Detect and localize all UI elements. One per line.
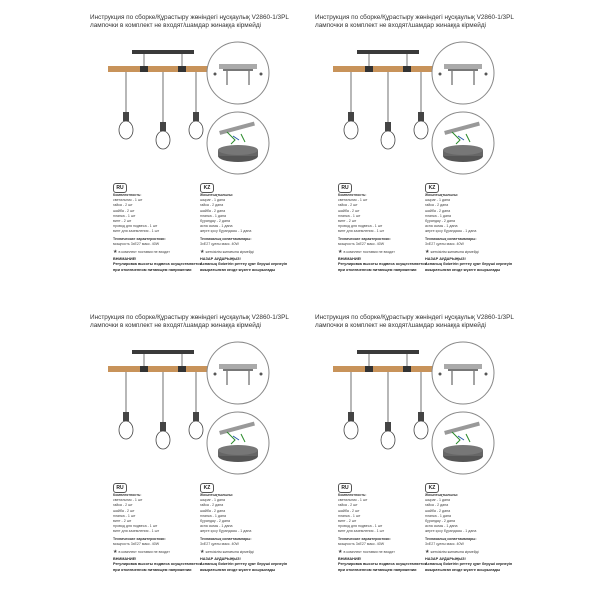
ru-kit-heading: Комплектность: [113, 493, 142, 497]
kz-note: жеткізілім жинағына кірмейді [430, 250, 479, 255]
kz-kit-item: бұрандау - 2 дана [425, 219, 455, 224]
kz-warning-line: ажыратылған кезде жүзеге асырылады [200, 267, 276, 272]
kz-kit-item: гайка - 2 дана [200, 203, 224, 208]
kz-note: жеткізілім жинағына кірмейді [430, 550, 479, 555]
lamp-right [189, 112, 203, 139]
beam-clamp [403, 66, 411, 72]
wooden-beam [333, 66, 445, 72]
ru-kit-item: провод для подвеса - 1 шт [338, 524, 383, 529]
detail-wiring-canopy [430, 110, 496, 176]
star-icon: ★ [200, 249, 205, 256]
kz-kit-heading: Жиынтықтылығы: [425, 493, 459, 497]
kz-warning-line: Аспаның биіктігін реттеу қуат берушi кернеуiн [425, 262, 513, 267]
ru-kit-item: винт - 2 шт [113, 519, 132, 524]
ru-kit-item: гайка - 2 шт [338, 203, 358, 208]
ru-attention: ВНИМАНИЕ! [113, 257, 137, 262]
ru-kit-item: шайба - 2 шт [113, 508, 135, 513]
kz-kit-item: жерге қосу бұрандасы - 1 дана [425, 529, 477, 534]
star-icon: ★ [113, 249, 118, 256]
lang-badge-ru: RU [338, 183, 352, 193]
ru-kit-item: планка - 1 шт [113, 513, 136, 518]
lang-badge-kz: KZ [200, 483, 214, 493]
ru-specs-heading: Технические характеристики: [113, 236, 166, 241]
kz-kit-item: шайба - 2 дана [425, 508, 451, 513]
lamp-left [344, 112, 358, 139]
ceiling-bar [357, 50, 419, 54]
kz-specs-value: 3xE27 қуаты макс. 40W [200, 541, 239, 546]
ru-specs-value: мощность 3xE27 макс. 40W [338, 541, 385, 546]
lamp-right [414, 412, 428, 439]
ru-attention: ВНИМАНИЕ! [113, 557, 137, 562]
beam-clamp [365, 366, 373, 372]
kz-warning-line: Аспаның биіктігін реттеу қуат берушi кернеуiн [200, 262, 288, 267]
ru-note: в комплект поставки не входит [118, 250, 170, 255]
kz-attention: НАЗАР АУДАРЫҢЫЗ! [200, 557, 241, 562]
detail-wiring-canopy [430, 410, 496, 476]
kz-kit-item: бұрандау - 2 дана [200, 519, 230, 524]
kz-kit-item: аспа сымы - 1 дана [200, 524, 233, 529]
kz-kit-item: жерге қосу бұрандасы - 1 дана [200, 229, 252, 234]
ru-warning-line: при отключенном питающем напряжении [338, 267, 417, 272]
ceiling-bar [132, 350, 194, 354]
ru-kit-item: шайба - 2 шт [338, 208, 360, 213]
sheet-title [315, 14, 520, 30]
lamp-middle [156, 122, 170, 149]
lamp-middle [381, 122, 395, 149]
kz-kit-item: шырағ - 1 дана [425, 198, 451, 203]
ru-kit-item: шайба - 2 шт [113, 208, 135, 213]
ru-kit-item: светильник - 1 шт [113, 198, 143, 203]
ru-warning-line: при отключенном питающем напряжении [113, 267, 192, 272]
ceiling-bar [132, 50, 194, 54]
kz-warning-line: Аспаның биіктігін реттеу қуат берушi кернеуiн [200, 562, 288, 567]
lamp-left [119, 412, 133, 439]
kz-kit-item: аспа сымы - 1 дана [200, 224, 233, 229]
beam-clamp [403, 366, 411, 372]
ru-kit-item: шайба - 2 шт [338, 508, 360, 513]
kz-column [425, 493, 515, 573]
ru-specs-heading: Технические характеристики: [338, 236, 391, 241]
beam-clamp [365, 66, 373, 72]
ru-kit-item: провод для подвеса - 1 шт [338, 224, 383, 229]
ru-kit-item: винт - 2 шт [113, 219, 132, 224]
beam-clamp [140, 366, 148, 372]
kz-kit-heading: Жиынтықтылығы: [200, 193, 234, 197]
kz-specs-heading: Техникалық сипаттамалары: [425, 236, 477, 241]
kz-specs-heading: Техникалық сипаттамалары: [200, 236, 252, 241]
ru-specs-heading: Технические характеристики: [338, 536, 391, 541]
star-icon: ★ [200, 549, 205, 556]
ru-kit-item: винт для заземления - 1 шт [338, 529, 385, 534]
ru-kit-item: светильник - 1 шт [113, 498, 143, 503]
star-icon: ★ [425, 249, 430, 256]
kz-specs-heading: Техникалық сипаттамалары: [425, 536, 477, 541]
wooden-beam [108, 366, 220, 372]
lamp-right [414, 112, 428, 139]
ru-warning-line: Регулировка высоты подвеса осуществляется [338, 262, 427, 267]
kz-attention: НАЗАР АУДАРЫҢЫЗ! [425, 257, 466, 262]
ru-note: в комплект поставки не входит [343, 550, 395, 555]
ru-kit-item: гайка - 2 шт [338, 503, 358, 508]
title-line-2: лампочки в комплект не входят/шамдар жинаққа кірмейді [90, 22, 261, 30]
ru-note: в комплект поставки не входит [118, 550, 170, 555]
lang-badge-ru: RU [338, 483, 352, 493]
title-line-2: лампочки в комплект не входят/шамдар жинаққа кірмейді [315, 22, 486, 30]
kz-kit-item: бұрандау - 2 дана [200, 219, 230, 224]
ru-kit-item: провод для подвеса - 1 шт [113, 524, 158, 529]
beam-clamp [178, 366, 186, 372]
detail-mounting-plate [430, 340, 496, 406]
lamp-middle [156, 422, 170, 449]
lamp-middle [381, 422, 395, 449]
lang-badge-ru: RU [113, 183, 127, 193]
kz-kit-item: аспа сымы - 1 дана [425, 524, 458, 529]
ru-kit-item: винт для заземления - 1 шт [338, 229, 385, 234]
ru-kit-item: винт - 2 шт [338, 519, 357, 524]
beam-clamp [140, 66, 148, 72]
instruction-sheet [225, 300, 525, 600]
ru-column [338, 493, 428, 573]
kz-kit-item: бұрандау - 2 дана [425, 519, 455, 524]
ru-column [338, 193, 428, 273]
kz-kit-item: аспа сымы - 1 дана [425, 224, 458, 229]
ceiling-bar [357, 350, 419, 354]
kz-kit-item: планка - 1 дана [200, 213, 226, 218]
kz-kit-item: планка - 1 дана [200, 513, 226, 518]
ru-kit-item: провод для подвеса - 1 шт [113, 224, 158, 229]
kz-kit-item: гайка - 2 дана [200, 503, 224, 508]
kz-attention: НАЗАР АУДАРЫҢЫЗ! [425, 557, 466, 562]
ru-kit-heading: Комплектность: [113, 193, 142, 197]
kz-kit-item: планка - 1 дана [425, 213, 451, 218]
ru-kit-item: светильник - 1 шт [338, 198, 368, 203]
ru-specs-value: мощность 3xE27 макс. 40W [113, 541, 160, 546]
ru-note: в комплект поставки не входит [343, 250, 395, 255]
title-line-2: лампочки в комплект не входят/шамдар жинаққа кірмейді [90, 322, 261, 330]
kz-attention: НАЗАР АУДАРЫҢЫЗ! [200, 257, 241, 262]
star-icon: ★ [113, 549, 118, 556]
kz-kit-item: шайба - 2 дана [200, 508, 226, 513]
ru-attention: ВНИМАНИЕ! [338, 257, 362, 262]
ru-column [113, 193, 203, 273]
sheet-title [315, 314, 520, 330]
title-line-2: лампочки в комплект не входят/шамдар жинаққа кірмейді [315, 322, 486, 330]
ru-warning-line: Регулировка высоты подвеса осуществляется [113, 562, 202, 567]
kz-kit-item: шайба - 2 дана [200, 208, 226, 213]
kz-kit-item: шырағ - 1 дана [200, 498, 226, 503]
kz-warning-line: Аспаның биіктігін реттеу қуат берушi кернеуiн [425, 562, 513, 567]
ru-kit-item: планка - 1 шт [113, 213, 136, 218]
ru-kit-item: гайка - 2 шт [113, 203, 133, 208]
wooden-beam [108, 66, 220, 72]
kz-kit-heading: Жиынтықтылығы: [425, 193, 459, 197]
ru-kit-heading: Комплектность: [338, 193, 367, 197]
kz-column [425, 193, 515, 273]
title-line-1: Инструкция по сборке/Құрастыру жөніндегі нұсқаулық V2860-1/3PL [315, 14, 514, 21]
star-icon: ★ [338, 549, 343, 556]
kz-kit-heading: Жиынтықтылығы: [200, 493, 234, 497]
ru-kit-item: винт для заземления - 1 шт [113, 529, 160, 534]
kz-specs-heading: Техникалық сипаттамалары: [200, 536, 252, 541]
title-line-1: Инструкция по сборке/Құрастыру жөніндегі нұсқаулық V2860-1/3PL [90, 14, 289, 21]
lamp-right [189, 412, 203, 439]
title-line-1: Инструкция по сборке/Құрастыру жөніндегі нұсқаулық V2860-1/3PL [90, 314, 289, 321]
ru-kit-item: светильник - 1 шт [338, 498, 368, 503]
ru-warning-line: Регулировка высоты подвеса осуществляется [338, 562, 427, 567]
star-icon: ★ [425, 549, 430, 556]
lamp-left [344, 412, 358, 439]
kz-kit-item: шырағ - 1 дана [200, 198, 226, 203]
kz-kit-item: гайка - 2 дана [425, 503, 449, 508]
ru-specs-value: мощность 3xE27 макс. 40W [113, 241, 160, 246]
kz-warning-line: ажыратылған кезде жүзеге асырылады [425, 567, 501, 572]
ru-specs-heading: Технические характеристики: [113, 536, 166, 541]
ru-warning-line: при отключенном питающем напряжении [338, 567, 417, 572]
ru-kit-heading: Комплектность: [338, 493, 367, 497]
lang-badge-ru: RU [113, 483, 127, 493]
kz-kit-item: жерге қосу бұрандасы - 1 дана [200, 529, 252, 534]
kz-note: жеткізілім жинағына кірмейді [205, 250, 254, 255]
detail-mounting-plate [430, 40, 496, 106]
title-line-1: Инструкция по сборке/Құрастыру жөніндегі нұсқаулық V2860-1/3PL [315, 314, 514, 321]
star-icon: ★ [338, 249, 343, 256]
kz-kit-item: шырағ - 1 дана [425, 498, 451, 503]
ru-column [113, 493, 203, 573]
wooden-beam [333, 366, 445, 372]
kz-warning-line: ажыратылған кезде жүзеге асырылады [425, 267, 501, 272]
beam-clamp [178, 66, 186, 72]
kz-kit-item: планка - 1 дана [425, 513, 451, 518]
ru-kit-item: гайка - 2 шт [113, 503, 133, 508]
ru-kit-item: винт - 2 шт [338, 219, 357, 224]
kz-note: жеткізілім жинағына кірмейді [205, 550, 254, 555]
kz-kit-item: шайба - 2 дана [425, 208, 451, 213]
ru-kit-item: винт для заземления - 1 шт [113, 229, 160, 234]
ru-warning-line: при отключенном питающем напряжении [113, 567, 192, 572]
kz-warning-line: ажыратылған кезде жүзеге асырылады [200, 567, 276, 572]
kz-specs-value: 3xE27 қуаты макс. 40W [425, 241, 464, 246]
lamp-left [119, 112, 133, 139]
lang-badge-kz: KZ [425, 483, 439, 493]
kz-kit-item: жерге қосу бұрандасы - 1 дана [425, 229, 477, 234]
ru-kit-item: планка - 1 шт [338, 513, 361, 518]
ru-warning-line: Регулировка высоты подвеса осуществляется [113, 262, 202, 267]
kz-kit-item: гайка - 2 дана [425, 203, 449, 208]
ru-specs-value: мощность 3xE27 макс. 40W [338, 241, 385, 246]
kz-specs-value: 3xE27 қуаты макс. 40W [425, 541, 464, 546]
lang-badge-kz: KZ [425, 183, 439, 193]
ru-attention: ВНИМАНИЕ! [338, 557, 362, 562]
instruction-sheet [225, 0, 525, 300]
ru-kit-item: планка - 1 шт [338, 213, 361, 218]
lang-badge-kz: KZ [200, 183, 214, 193]
kz-specs-value: 3xE27 қуаты макс. 40W [200, 241, 239, 246]
